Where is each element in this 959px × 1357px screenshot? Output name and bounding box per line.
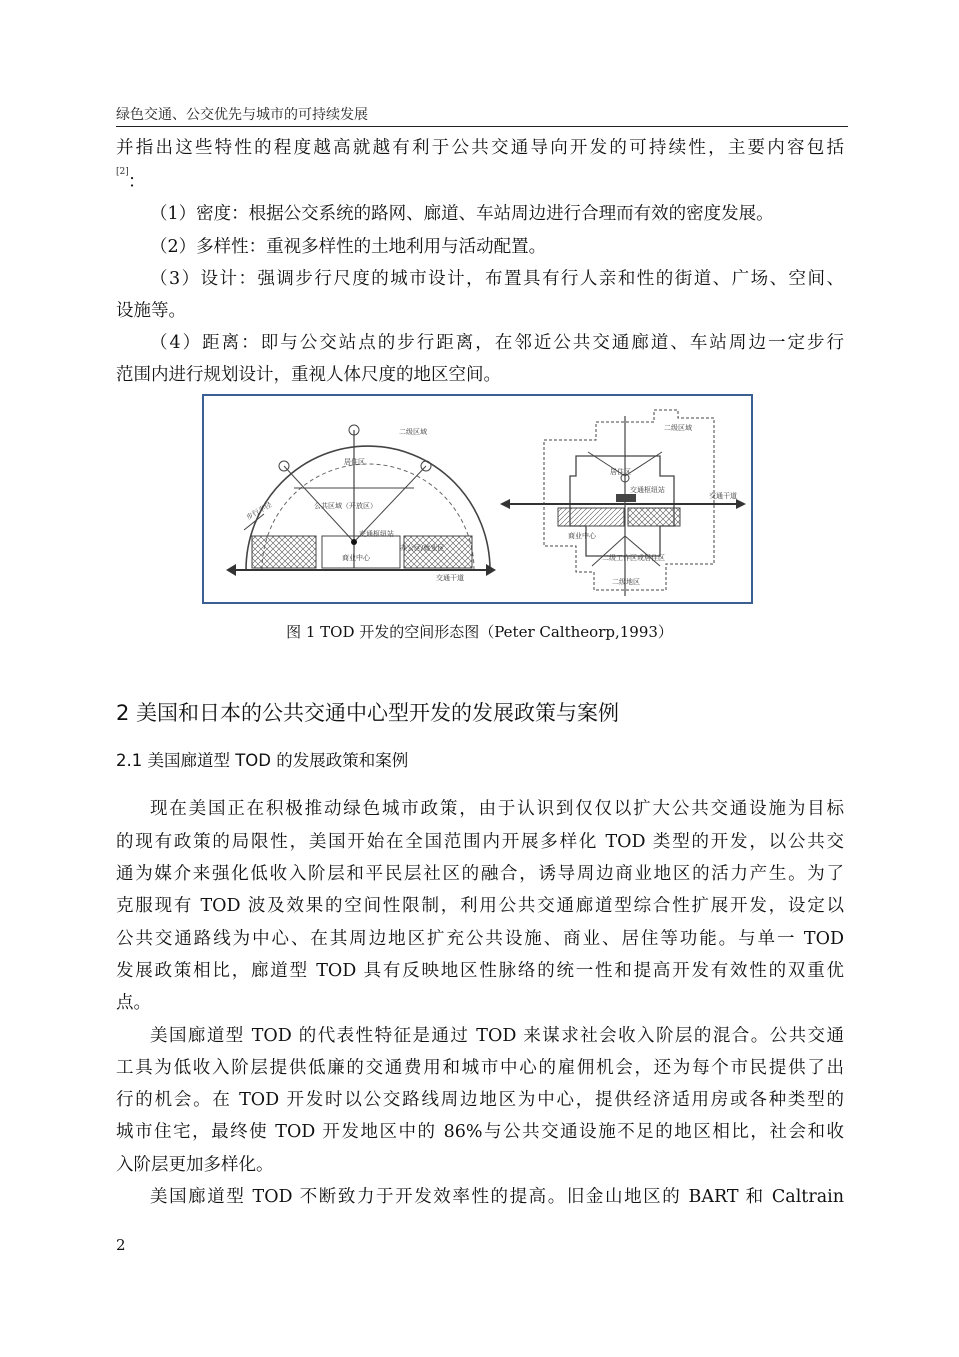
tod-figure	[202, 394, 753, 604]
para2-line: 行的机会。在 TOD 开发时以公交路线周边地区为中心，提供经济适用房或各种类型的	[116, 1090, 844, 1110]
citation-ref: [2]	[116, 167, 129, 177]
right-hatch-left	[558, 508, 624, 526]
hatch-block-left	[252, 536, 316, 568]
intro-colon: ：	[128, 172, 146, 192]
arrow-right	[486, 564, 496, 576]
arrow-left	[226, 564, 236, 576]
body-line: 并指出这些特性的程度越高就越有利于公共交通导向开发的可持续性，主要内容包括	[116, 138, 844, 158]
para1-line: 点。	[116, 993, 151, 1013]
para3-line: 美国廊道型 TOD 不断致力于开发效率性的提高。旧金山地区的 BART 和 Caltrain	[150, 1187, 844, 1207]
left-diagram	[226, 425, 496, 582]
hatch-block-right	[404, 536, 472, 568]
tod-diagram	[204, 396, 751, 602]
list-item-diversity: （2）多样性：重视多样性的土地利用与活动配置。	[150, 237, 547, 257]
para1-line: 公共交通路线为中心、在其周边地区扩充公共设施、商业、居住等功能。与单一 TOD	[116, 929, 844, 949]
list-item-distance-cont: 范围内进行规划设计，重视人体尺度的地区空间。	[116, 365, 501, 385]
right-hatch-right	[628, 508, 680, 526]
running-header: 绿色交通、公交优先与城市的可持续发展	[116, 107, 368, 123]
label-office: 办公区/就业区	[400, 544, 445, 552]
para1-line: 通为媒介来强化低收入阶层和平民层社区的融合，诱导周边商业地区的活力产生。为了	[116, 864, 844, 884]
page-number: 2	[116, 1236, 126, 1254]
label-residential: 居住区	[344, 458, 365, 466]
para2-line: 入阶层更加多样化。	[116, 1155, 274, 1175]
para1-line: 克服现有 TOD 波及效果的空间性限制，利用公共交通廊道型综合性扩展开发，设定以	[116, 896, 844, 916]
label-commercial: 商业中心	[342, 554, 370, 562]
right-arrow-right	[736, 499, 746, 509]
label-public-area: 公共区域（开放区）	[314, 502, 377, 510]
para2-line: 美国廊道型 TOD 的代表性特征是通过 TOD 来谋求社会收入阶层的混合。公共交通	[150, 1026, 844, 1046]
label-r-residential: 居住区	[610, 468, 631, 476]
commercial-block	[322, 536, 400, 568]
list-item-design-cont: 设施等。	[116, 301, 186, 321]
label-r-secondary-work: 二级工作区或居住区	[602, 554, 665, 562]
right-diagram	[500, 410, 746, 596]
label-r-commercial: 商业中心	[568, 532, 596, 540]
transit-hub-dot	[351, 539, 357, 545]
section-2-heading: 2 美国和日本的公共交通中心型开发的发展政策与案例	[116, 701, 620, 725]
label-arterial: 交通干道	[436, 574, 464, 582]
para1-line: 现在美国正在积极推动绿色城市政策，由于认识到仅仅以扩大公共交通设施为目标	[150, 799, 844, 819]
list-item-distance: （4）距离：即与公交站点的步行距离，在邻近公共交通廊道、车站周边一定步行	[150, 333, 844, 353]
para1-line: 发展政策相比，廊道型 TOD 具有反映地区性脉络的统一性和提高开发有效性的双重优	[116, 961, 844, 981]
label-r-secondary-district: 二级地区	[612, 578, 640, 586]
header-rule	[116, 126, 848, 127]
section-2-1-heading: 2.1 美国廊道型 TOD 的发展政策和案例	[116, 751, 409, 770]
label-r-transit-hub: 交通枢纽站	[630, 486, 665, 494]
label-walk-radius: 步行半径	[245, 500, 274, 522]
right-arrow-left	[500, 499, 510, 509]
label-secondary-area: 二级区域	[399, 428, 427, 436]
para2-line: 工具为低收入阶层提供低廉的交通费用和城市中心的雇佣机会，还为每个市民提供了出	[116, 1058, 844, 1078]
para1-line: 的现有政策的局限性，美国开始在全国范围内开展多样化 TOD 类型的开发，以公共交	[116, 832, 844, 852]
list-item-design: （3）设计：强调步行尺度的城市设计，布置具有行人亲和性的街道、广场、空间、	[150, 269, 844, 289]
right-hub-block	[616, 494, 636, 502]
list-item-density: （1）密度：根据公交系统的路网、廊道、车站周边进行合理而有效的密度发展。	[150, 204, 774, 224]
label-r-arterial: 交通干道	[709, 492, 737, 500]
label-transit-hub: 交通枢纽站	[359, 530, 394, 538]
figure-caption: 图 1 TOD 开发的空间形态图（Peter Caltheorp,1993）	[286, 623, 673, 641]
para2-line: 城市住宅，最终使 TOD 开发地区中的 86%与公共交通设施不足的地区相比，社会和收	[116, 1122, 844, 1142]
label-r-secondary-area: 二级区域	[664, 424, 692, 432]
